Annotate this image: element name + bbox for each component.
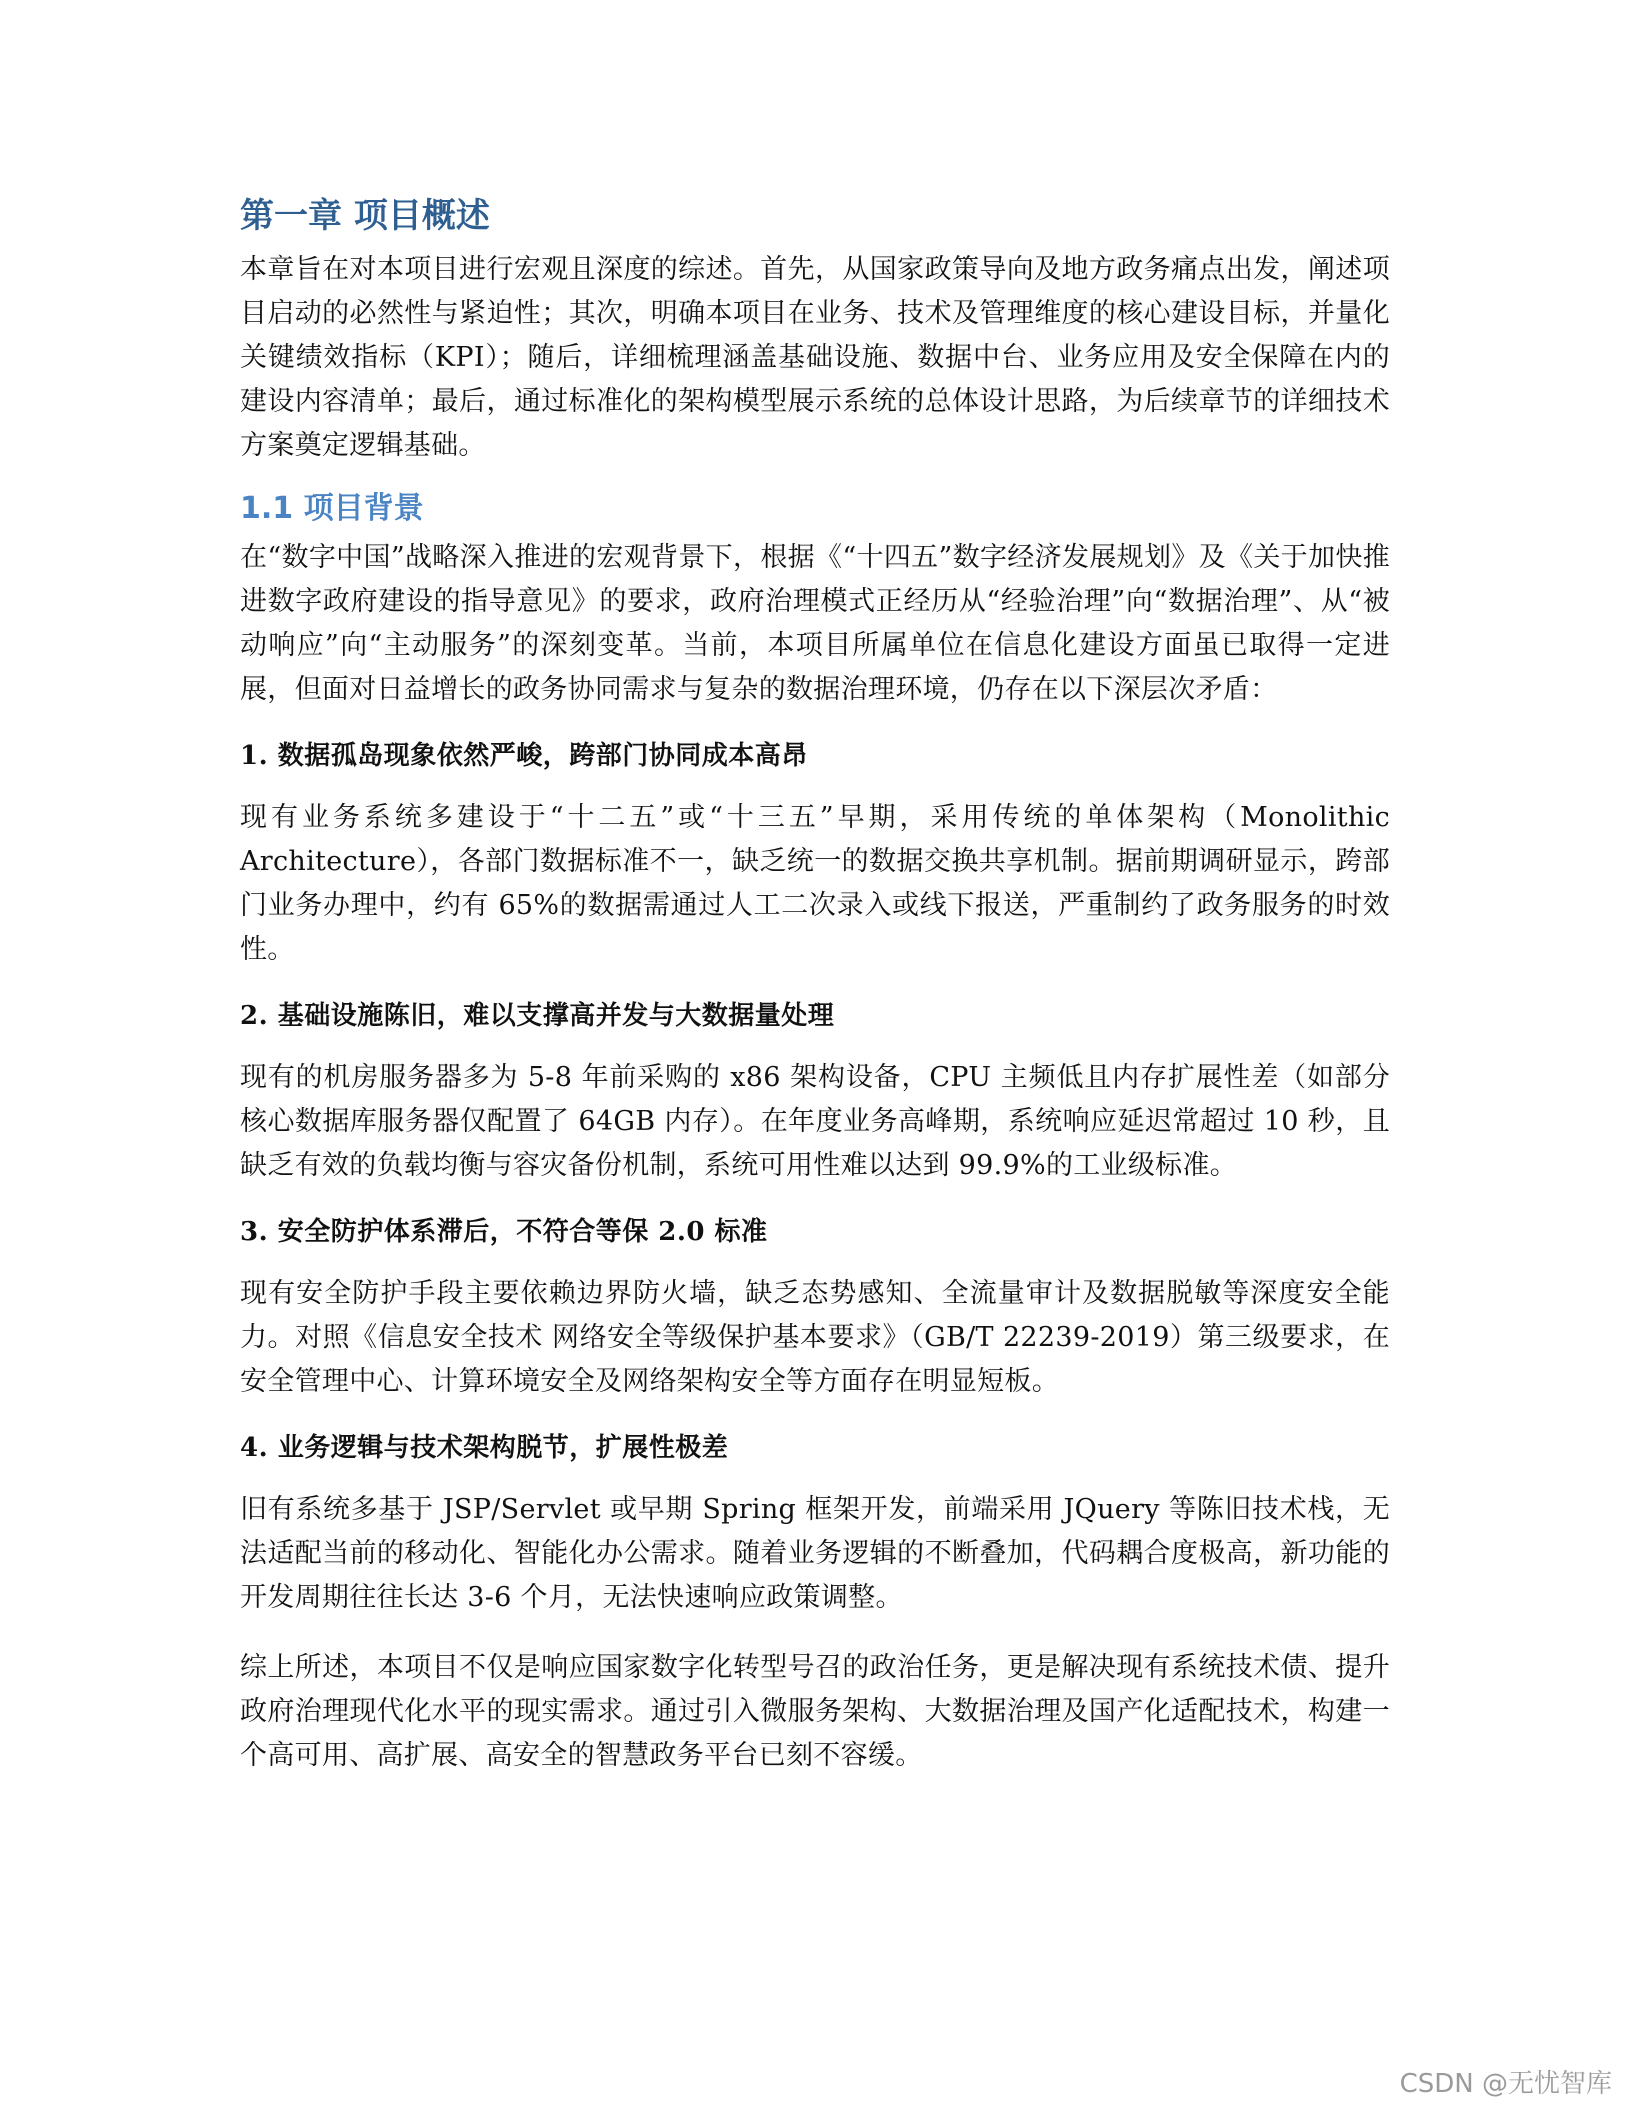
issue-body-1: 现有业务系统多建设于“十二五”或“十三五”早期，采用传统的单体架构（Monolithic Architecture），各部门数据标准不一，缺乏统一的数据交换共享机制。据前期调研显示，跨部门业务办理中，约有 65%的数据需通过人工二次录入或线下报送，严重制约了政务服务的时效性。: [240, 802, 1390, 965]
issue-body-2: 现有的机房服务器多为 5-8 年前采购的 x86 架构设备，CPU 主频低且内存扩展性差（如部分核心数据库服务器仅配置了 64GB 内存）。在年度业务高峰期，系统响应延迟常超过 10 秒，且缺乏有效的负载均衡与容灾备份机制，系统可用性难以达到 99.9%的工业级标准。: [240, 1062, 1390, 1181]
chapter-title: 第一章 项目概述: [240, 196, 490, 236]
chapter-intro-paragraph: 本章旨在对本项目进行宏观且深度的综述。首先，从国家政策导向及地方政务痛点出发，阐述项目启动的必然性与紧迫性；其次，明确本项目在业务、技术及管理维度的核心建设目标，并量化关键绩效指标（KPI）；随后，详细梳理涵盖基础设施、数据中台、业务应用及安全保障在内的建设内容清单；最后，通过标准化的架构模型展示系统的总体设计思路，为后续章节的详细技术方案奠定逻辑基础。: [240, 254, 1390, 461]
section-intro-paragraph: 在“数字中国”战略深入推进的宏观背景下，根据《“十四五”数字经济发展规划》及《关于加快推进数字政府建设的指导意见》的要求，政府治理模式正经历从“经验治理”向“数据治理”、从“被动响应”向“主动服务”的深刻变革。当前，本项目所属单位在信息化建设方面虽已取得一定进展，但面对日益增长的政务协同需求与复杂的数据治理环境，仍存在以下深层次矛盾：: [240, 542, 1390, 705]
document-page: [240, 190, 1390, 1778]
issue-heading-4: 4. 业务逻辑与技术架构脱节，扩展性极差: [240, 1433, 729, 1463]
issue-heading-3: 3. 安全防护体系滞后，不符合等保 2.0 标准: [240, 1217, 768, 1247]
issue-body-3: 现有安全防护手段主要依赖边界防火墙，缺乏态势感知、全流量审计及数据脱敏等深度安全能力。对照《信息安全技术 网络安全等级保护基本要求》（GB/T 22239-2019）第三级要求，在安全管理中心、计算环境安全及网络架构安全等方面存在明显短板。: [240, 1278, 1390, 1397]
summary-paragraph: 综上所述，本项目不仅是响应国家数字化转型号召的政治任务，更是解决现有系统技术债、提升政府治理现代化水平的现实需求。通过引入微服务架构、大数据治理及国产化适配技术，构建一个高可用、高扩展、高安全的智慧政务平台已刻不容缓。: [240, 1652, 1390, 1771]
issue-heading-1: 1. 数据孤岛现象依然严峻，跨部门协同成本高昂: [240, 741, 808, 771]
section-title: 1.1 项目背景: [240, 491, 424, 526]
issue-heading-2: 2. 基础设施陈旧，难以支撑高并发与大数据量处理: [240, 1001, 835, 1031]
watermark: CSDN @无忧智库: [1399, 2069, 1612, 2099]
issue-body-4: 旧有系统多基于 JSP/Servlet 或早期 Spring 框架开发，前端采用 JQuery 等陈旧技术栈，无法适配当前的移动化、智能化办公需求。随着业务逻辑的不断叠加，代码耦合度极高，新功能的开发周期往往长达 3-6 个月，无法快速响应政策调整。: [240, 1494, 1390, 1613]
